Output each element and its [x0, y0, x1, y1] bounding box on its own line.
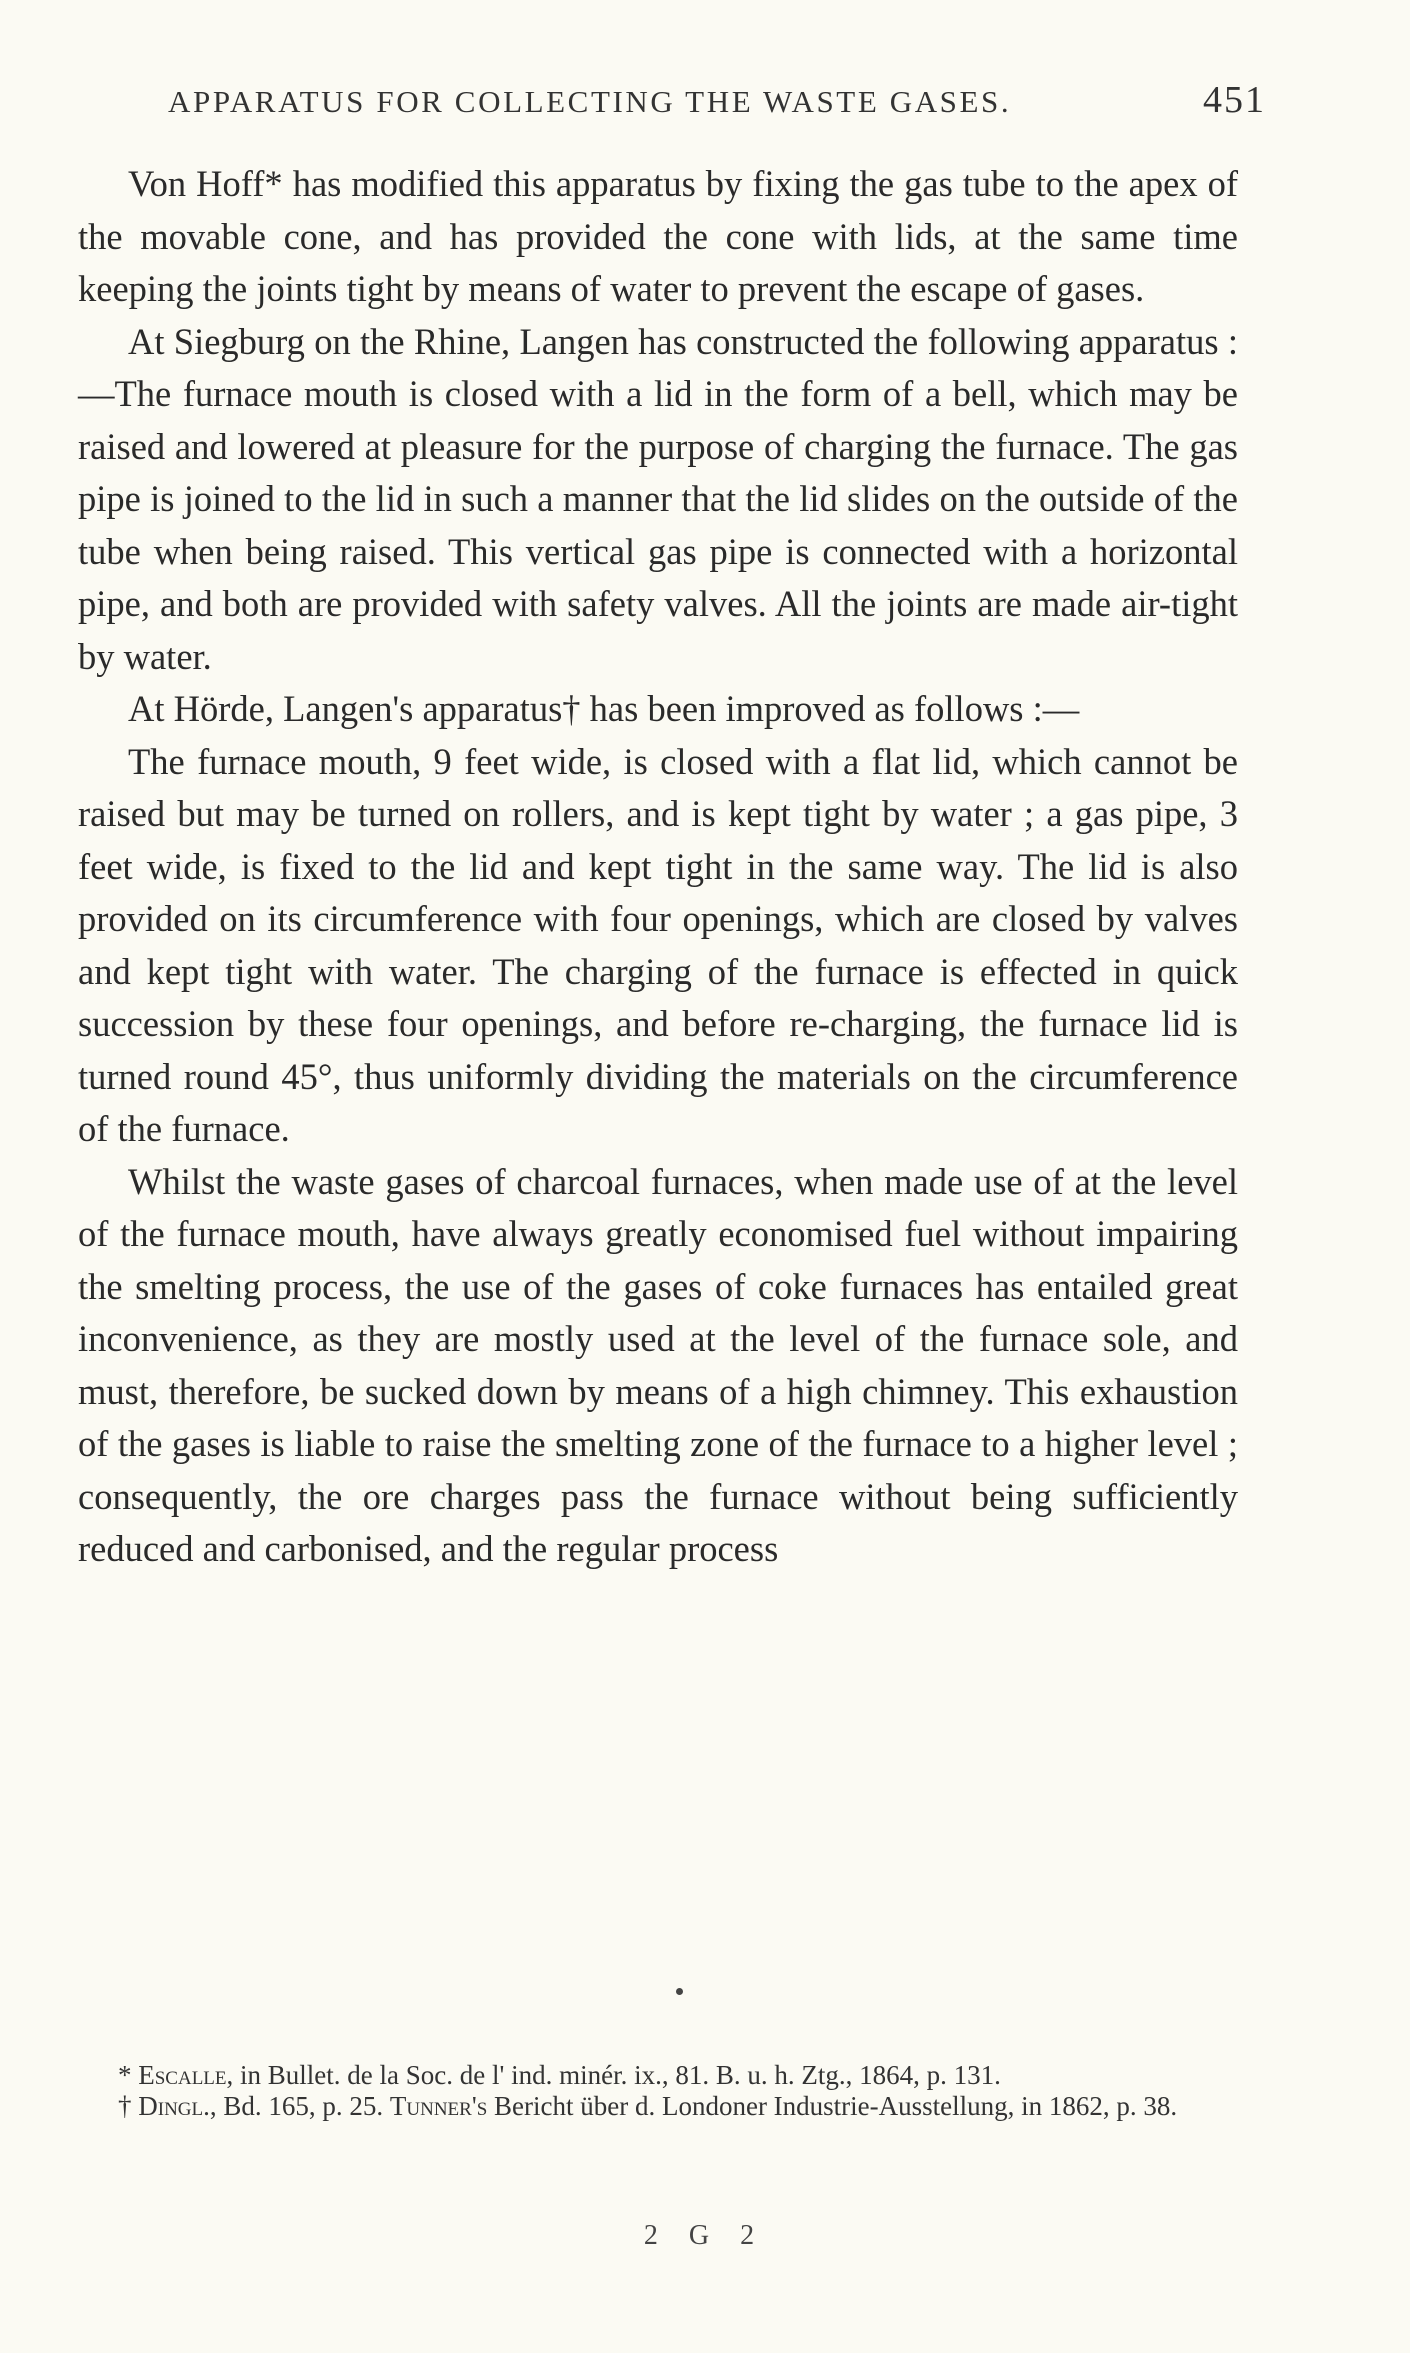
footnote-author: Escalle	[138, 2060, 227, 2090]
footnote-text: , in Bullet. de la Soc. de l' ind. minér. ix., 81. B. u. h. Ztg., 1864, p. 131.	[226, 2060, 1001, 2090]
footnote-escalle	[78, 2060, 1238, 2091]
printer-mark	[676, 1988, 683, 1995]
page-number: 451	[1203, 79, 1266, 121]
running-header	[168, 78, 1266, 122]
footnotes	[78, 2060, 1238, 2122]
footnote-mark: †	[118, 2091, 132, 2121]
running-title: APPARATUS FOR COLLECTING THE WASTE GASES.	[168, 84, 1012, 119]
paragraph-waste-gases: Whilst the waste gases of charcoal furnaces, when made use of at the level of the furnace mouth, have always greatly economised fuel without impairing the smelting process, the use of the gases of coke furnaces has entailed great inconvenience, as they are mostly used at the level of the furnace sole, and must, therefore, be sucked down by means of a high chimney. This exhaustion of the gases is liable to raise the smelting zone of the furnace to a higher level ; consequently, the ore charges pass the furnace without being sufficiently reduced and carbonised, and the regular process	[78, 1160, 1238, 1569]
body-text	[78, 158, 1238, 1576]
footnote-mark: *	[118, 2060, 132, 2090]
footnote-author: Dingl.	[138, 2091, 210, 2121]
paragraph-siegburg: At Siegburg on the Rhine, Langen has constructed the following apparatus :—The furnace mouth is closed with a lid in the form of a bell, which may be raised and lowered at pleasure for the purpose of charging the furnace. The gas pipe is joined to the lid in such a manner that the lid slides on the outside of the tube when being raised. This vertical gas pipe is connected with a horizontal pipe, and both are provided with safety valves. All the joints are made air-tight by water.	[78, 320, 1238, 677]
footnote-text: , Bd. 165, p. 25.	[209, 2091, 390, 2121]
footnote-author-2: Tunner's	[389, 2091, 488, 2121]
paragraph-furnace-mouth: The furnace mouth, 9 feet wide, is closed with a flat lid, which cannot be raised but may be turned on rollers, and is kept tight by water ; a gas pipe, 3 feet wide, is fixed to the lid and kept tight in the same way. The lid is also provided on its circumference with four openings, which are closed by valves and kept tight with water. The charging of the furnace is effected in quick succession by these four openings, and before re-charging, the furnace lid is turned round 45°, thus uniformly dividing the materials on the circumference of the furnace.	[78, 740, 1238, 1149]
paragraph-von-hoff: Von Hoff* has modified this apparatus by fixing the gas tube to the apex of the movable cone, and has provided the cone with lids, at the same time keeping the joints tight by means of water to prevent the escape of gases.	[78, 163, 1238, 309]
paragraph-horde: At Hörde, Langen's apparatus† has been improved as follows :—	[128, 688, 1080, 729]
footnote-text-2: Bericht über d. Londoner Industrie-Ausstellung, in 1862, p. 38.	[487, 2091, 1178, 2121]
signature-mark: 2 G 2	[643, 2220, 767, 2251]
footnote-dingl	[78, 2091, 1238, 2122]
